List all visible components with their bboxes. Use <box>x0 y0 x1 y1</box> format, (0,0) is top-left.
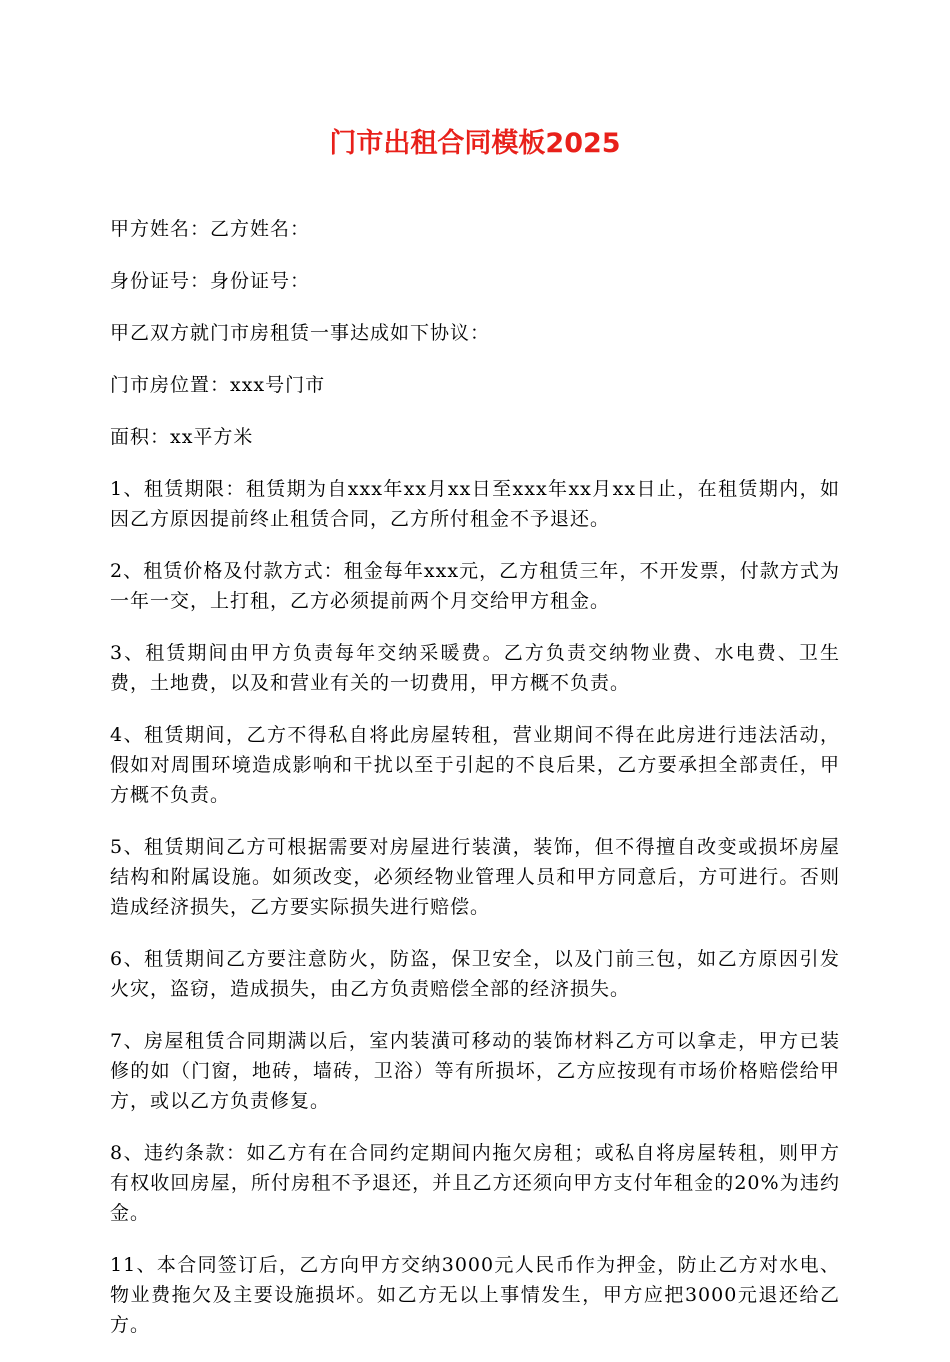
clause-4: 4、租赁期间，乙方不得私自将此房屋转租，营业期间不得在此房进行违法活动，假如对周围环境造成影响和干扰以至于引起的不良后果，乙方要承担全部责任，甲方概不负责。 <box>110 724 840 806</box>
document-title: 门市出租合同模板2025 <box>329 128 621 159</box>
clause-1: 1、租赁期限：租赁期为自xxx年xx月xx日至xxx年xx月xx日止，在租赁期内，如因乙方原因提前终止租赁合同，乙方所付租金不予退还。 <box>110 478 840 530</box>
party-names-line: 甲方姓名：乙方姓名： <box>110 218 311 240</box>
document-body <box>110 214 840 1362</box>
id-number-line: 身份证号：身份证号： <box>110 270 311 292</box>
shop-location-line: 门市房位置：xxx号门市 <box>110 374 326 396</box>
clause-5: 5、租赁期间乙方可根据需要对房屋进行装潢，装饰，但不得擅自改变或损坏房屋结构和附属设施。如须改变，必须经物业管理人员和甲方同意后，方可进行。否则造成经济损失，乙方要实际损失进行赔偿。 <box>110 836 840 918</box>
clause-3: 3、租赁期间由甲方负责每年交纳采暖费。乙方负责交纳物业费、水电费、卫生费，土地费，以及和营业有关的一切费用，甲方概不负责。 <box>110 642 840 694</box>
agreement-intro: 甲乙双方就门市房租赁一事达成如下协议： <box>110 322 491 344</box>
clause-7: 7、房屋租赁合同期满以后，室内装潢可移动的装饰材料乙方可以拿走，甲方已装修的如（门窗，地砖，墙砖，卫浴）等有所损坏，乙方应按现有市场价格赔偿给甲方，或以乙方负责修复。 <box>110 1030 840 1112</box>
clause-11: 11、本合同签订后，乙方向甲方交纳3000元人民币作为押金，防止乙方对水电、物业费拖欠及主要设施损坏。如乙方无以上事情发生，甲方应把3000元退还给乙方。 <box>110 1254 840 1336</box>
clause-6: 6、租赁期间乙方要注意防火，防盗，保卫安全，以及门前三包，如乙方原因引发火灾，盗窃，造成损失，由乙方负责赔偿全部的经济损失。 <box>110 948 840 1000</box>
clause-2: 2、租赁价格及付款方式：租金每年xxx元，乙方租赁三年，不开发票，付款方式为一年一交，上打租，乙方必须提前两个月交给甲方租金。 <box>110 560 840 612</box>
area-line: 面积：xx平方米 <box>110 426 254 448</box>
clause-8: 8、违约条款：如乙方有在合同约定期间内拖欠房租；或私自将房屋转租，则甲方有权收回房屋，所付房租不予退还，并且乙方还须向甲方支付年租金的20%为违约金。 <box>110 1142 840 1224</box>
